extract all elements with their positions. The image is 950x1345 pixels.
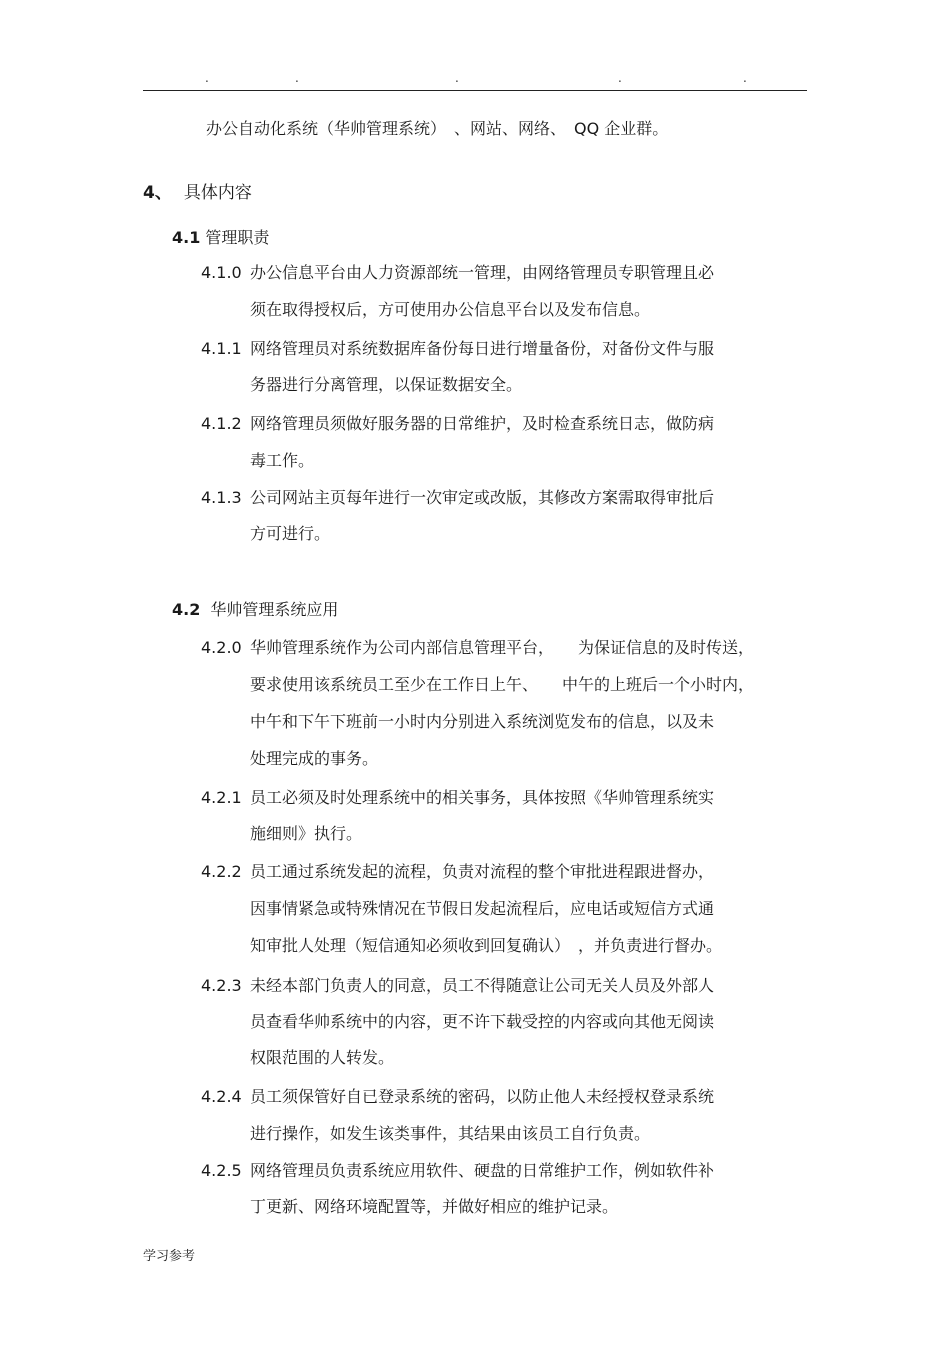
item-4-1-2-line-1: 网络管理员须做好服务器的日常维护，及时检查系统日志，做防病 — [250, 414, 715, 433]
item-4-2-0-line-4: 处理完成的事务。 — [250, 749, 379, 768]
header-dots — [0, 72, 950, 86]
section-4-2-title: 华帅管理系统应用 — [210, 600, 339, 619]
section-4-heading — [143, 182, 252, 204]
item-4-1-2-line-2: 毒工作。 — [250, 451, 315, 470]
section-4-1-number: 4.1 — [172, 228, 201, 247]
header-dot: . — [295, 71, 299, 85]
header-rule — [143, 90, 807, 91]
item-4-1-0-line-2: 须在取得授权后，方可使用办公信息平台以及发布信息。 — [250, 300, 651, 319]
item-4-1-1-line-2: 务器进行分离管理，以保证数据安全。 — [250, 375, 523, 394]
item-4-2-2-line-3: 知审批人处理（短信通知必须收到回复确认） ，并负责进行督办。 — [250, 936, 723, 955]
item-4-2-0-line-2: 要求使用该系统员工至少在工作日上午、 中午的上班后一个小时内， — [250, 675, 755, 694]
item-4-2-1-num: 4.2.1 — [201, 788, 242, 807]
item-4-2-5-line-1: 网络管理员负责系统应用软件、硬盘的日常维护工作，例如软件补 — [250, 1161, 715, 1180]
section-4-title: 具体内容 — [183, 183, 252, 203]
item-4-2-0-line-1: 华帅管理系统作为公司内部信息管理平台， 为保证信息的及时传送， — [250, 638, 755, 657]
item-4-2-4-num: 4.2.4 — [201, 1087, 242, 1106]
item-4-1-0-num: 4.1.0 — [201, 263, 242, 282]
item-4-2-3-line-3: 权限范围的人转发。 — [250, 1048, 395, 1067]
item-4-1-3-line-1: 公司网站主页每年进行一次审定或改版，其修改方案需取得审批后 — [250, 488, 715, 507]
item-4-2-2-line-1: 员工通过系统发起的流程，负责对流程的整个审批进程跟进督办， — [250, 862, 715, 881]
section-4-number: 4、 — [143, 183, 172, 203]
item-4-2-3-line-2: 员查看华帅系统中的内容，更不许下载受控的内容或向其他无阅读 — [250, 1012, 715, 1031]
section-4-2-number: 4.2 — [172, 600, 201, 619]
item-4-2-3-num: 4.2.3 — [201, 976, 242, 995]
item-4-2-2-line-2: 因事情紧急或特殊情况在节假日发起流程后，应电话或短信方式通 — [250, 899, 715, 918]
section-4-1-heading — [172, 227, 269, 249]
section-4-1-title: 管理职责 — [205, 228, 270, 247]
item-4-2-1-line-2: 施细则》执行。 — [250, 824, 363, 843]
section-4-2-heading — [172, 599, 338, 621]
item-4-2-0-line-3: 中午和下午下班前一小时内分别进入系统浏览发布的信息，以及未 — [250, 712, 715, 731]
item-4-2-1-line-1: 员工必须及时处理系统中的相关事务，具体按照《华帅管理系统实 — [250, 788, 715, 807]
item-4-2-4-line-1: 员工须保管好自已登录系统的密码，以防止他人未经授权登录系统 — [250, 1087, 715, 1106]
item-4-2-0-num: 4.2.0 — [201, 638, 242, 657]
item-4-1-1-line-1: 网络管理员对系统数据库备份每日进行增量备份，对备份文件与服 — [250, 339, 715, 358]
header-dot: . — [743, 71, 747, 85]
item-4-2-5-num: 4.2.5 — [201, 1161, 242, 1180]
item-4-2-4-line-2: 进行操作，如发生该类事件，其结果由该员工自行负责。 — [250, 1124, 651, 1143]
item-4-2-3-line-1: 未经本部门负责人的同意，员工不得随意让公司无关人员及外部人 — [250, 976, 715, 995]
item-4-1-3-num: 4.1.3 — [201, 488, 242, 507]
header-dot: . — [455, 71, 459, 85]
item-4-2-2-num: 4.2.2 — [201, 862, 242, 881]
item-4-1-3-line-2: 方可进行。 — [250, 524, 331, 543]
header-dot: . — [618, 71, 622, 85]
page-footer: 学习参考 — [143, 1249, 196, 1264]
header-dot: . — [205, 71, 209, 85]
item-4-1-0-line-1: 办公信息平台由人力资源部统一管理，由网络管理员专职管理且必 — [250, 263, 715, 282]
item-4-1-2-num: 4.1.2 — [201, 414, 242, 433]
item-4-1-1-num: 4.1.1 — [201, 339, 242, 358]
intro-line: 办公自动化系统（华帅管理系统） 、网站、网络、 QQ 企业群。 — [206, 119, 669, 138]
item-4-2-5-line-2: 丁更新、网络环境配置等，并做好相应的维护记录。 — [250, 1197, 619, 1216]
